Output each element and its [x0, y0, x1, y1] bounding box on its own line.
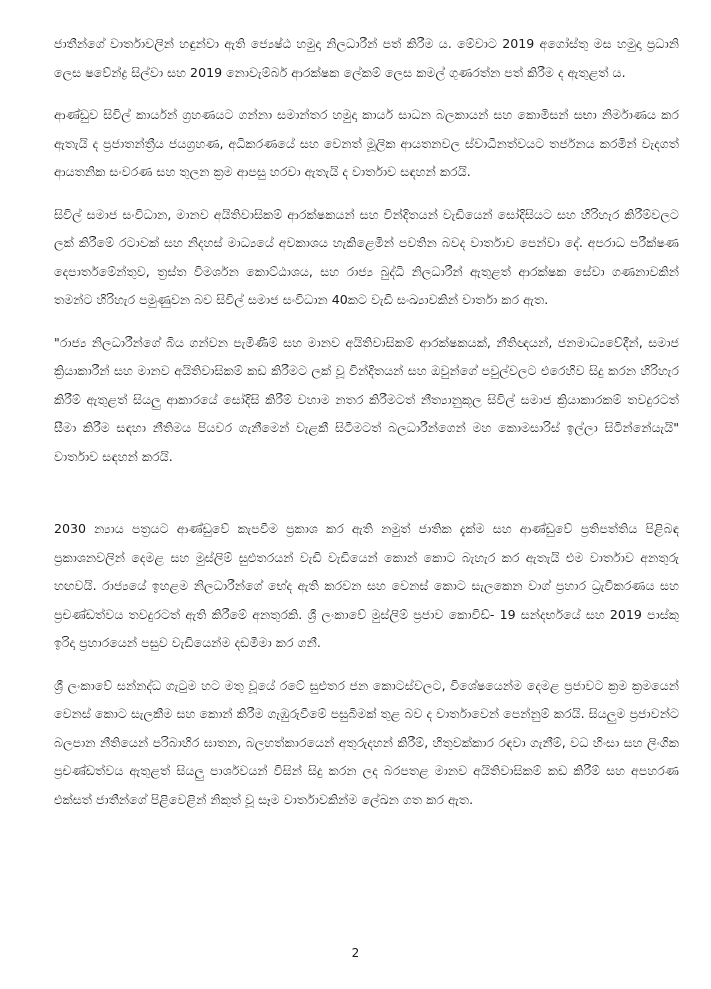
paragraph-1: ජාතීන්ගේ වාර්තාවලින් හඳුන්වා ඇති ජ්‍යෙෂ්ඨ හමුදා නිලධාරීන් පත් කිරීම ය. මේවාට 2019 අගෝස්තු මස හමුදා ප්‍රධානි ලෙස ෂවේන්ද්‍ර සිල්වා සහ 2019 නොවැම්බර් ආරක්ෂක ලේකම් ලෙස කමල් ගුණරත්න පත් කිරීම ද ඇතුළත් ය. [54, 36, 679, 80]
paragraph-3: සිවිල් සමාජ සංවිධාන, මානව අයිතිවාසිකම් ආරක්ෂකයන් සහ වින්දිතයන් වැඩියෙන් සෝදිසියට සහ හිරිහැර කිරීම්වලට ලක් කිරීමේ රටාවක් සහ නිදහස් මාධ්‍යයේ අවකාශය හැකිළෙමින් පවතින බවද වාර්තාව පෙන්වා දේ. අපරාධ පරීක්ෂණ දෙපාර්තමේන්තුව, ත්‍රස්ත විමර්ශන කොට්ඨාශය, සහ රාජ්‍ය බුද්ධි නිලධාරීන් ඇතුළත් ආරක්ෂක සේවා ගණනාවකින් තමන්ට හිරිහැර පමුණුවන බව සිවිල් සමාජ සංවිධාන 40කට වැඩි සංඛ්‍යාවකින් වාර්තා කර ඇත. [54, 206, 679, 307]
paragraph-4-quote: "රාජ්‍ය නිලධාරීන්ගේ බිය ගන්වන පැමිණීම් සහ මානව අයිතිවාසිකම් ආරක්ෂකයක්, නීතිඥයන්, ජනමාධ්‍යවේදීන්, සමාජ ක්‍රියාකාරීන් සහ මානව අයිතිවාසිකම් කඩ කිරීමට ලක් වූ වින්දිතයන් සහ ඔවුන්ගේ පවුල්වලට එරෙහිව සිදු කරන හිරිහැර කිරීම් ඇතුළත් සියලු ආකාරයේ සෝදිසි කිරීම් වහාම නතර කිරීමටත් නීත්‍යානුකූල සිවිල් සමාජ ක්‍රියාකාරකම් තවදුරටත් සීමා කිරීම සඳහා නීතිමය පියවර ගැනීමෙන් වැළකී සිටීමටත් බලධාරීන්ගෙන් මහ කොමසාරිස් ඉල්ලා සිටින්නේයැයි" වාර්තාව සඳහන් කරයි. [54, 334, 679, 464]
paragraph-5: 2030 න්‍යාය පත්‍රයට ආණ්ඩුවේ කැපවීම ප්‍රකාශ කර ඇති නමුත් ජාතික දැක්ම සහ ආණ්ඩුවේ ප්‍රතිපත්තිය පිළිබඳ ප්‍රකාශනවලින් දෙමළ සහ මුස්ලිම් සුළුතරයන් වැඩි වැඩියෙන් කොන් කොට බැහැර කර ඇතැයි එම වාර්තාව අනතුරු හඟවයි. රාජ්‍යයේ ඉහළම නිලධාරීන්ගේ භේද ඇති කරවන සහ වෙනස් කොට සැලකෙන වාග් ප්‍රහාර ධ්‍රැවීකරණය සහ ප්‍රචණ්ඩත්වය තවදුරටත් ඇති කිරීමේ අනතුරකි. ශ්‍රී ලංකාවේ මුස්ලිම් ප්‍රජාව කොවිඩ්- 19 සන්දර්භයේ සහ 2019 පාස්කු ඉරිදා ප්‍රහාරයෙන් පසුව වැඩියෙන්ම දඩමීමා කර ගනී. [54, 521, 679, 650]
document-body [54, 30, 679, 814]
paragraph-6: ශ්‍රී ලංකාවේ සන්නද්ධ ගැටුම හට මතු වූයේ රටේ සුළුතර ජන කොටස්වලට, විශේෂයෙන්ම දෙමළ ප්‍රජාවට ක්‍රම ක්‍රමයෙන් වෙනස් කොට සැලකීම සහ කොන් කිරීම ගැඹුරුවීමේ පසුබිමක් තුළ බව ද වාර්තාවෙන් පෙන්නුම් කරයි. සියලුම ප්‍රජාවන්ට බලපාන නීතියෙන් පරිබාහිර ඝාතන, බලහත්කාරයෙන් අතුරුදහන් කිරීම්, හිතුවක්කාර රඳවා ගැනීම්, වධ හිංසා සහ ලිංගික ප්‍රචණ්ඩත්වය ඇතුළත් සියලු පාර්ශවයන් විසින් සිදු කරන ලද බරපතළ මානව අයිතිවාසිකම් කඩ කිරීම් සහ අපහරණ එක්සත් ජාතීන්ගේ පිළිවෙළින් නිකුත් වූ සෑම වාර්තාවකින්ම ලේඛන ගත කර ඇත. [54, 677, 679, 807]
paragraph-2: ආණ්ඩුව සිවිල් කාර්යන් ග්‍රහණයට ගන්නා සමාන්තර හමුදා කාර්ය සාධන බලකායන් සහ කොමිසන් සභා නිර්මාණය කර ඇතැයි ද ප්‍රජාතන්ත්‍රීය ජයග්‍රහණ, අධිකරණයේ සහ වෙනත් මූලික ආයතනවල ස්වාධීනත්වයට තර්ජනය කරමින් වැදගත් ආයතනික සංවරණ සහ තුලන ක්‍රම ආපසු හරවා ඇතැයි ද වාර්තාව සඳහන් කරයි. [54, 107, 679, 179]
page-number: 2 [351, 946, 360, 960]
